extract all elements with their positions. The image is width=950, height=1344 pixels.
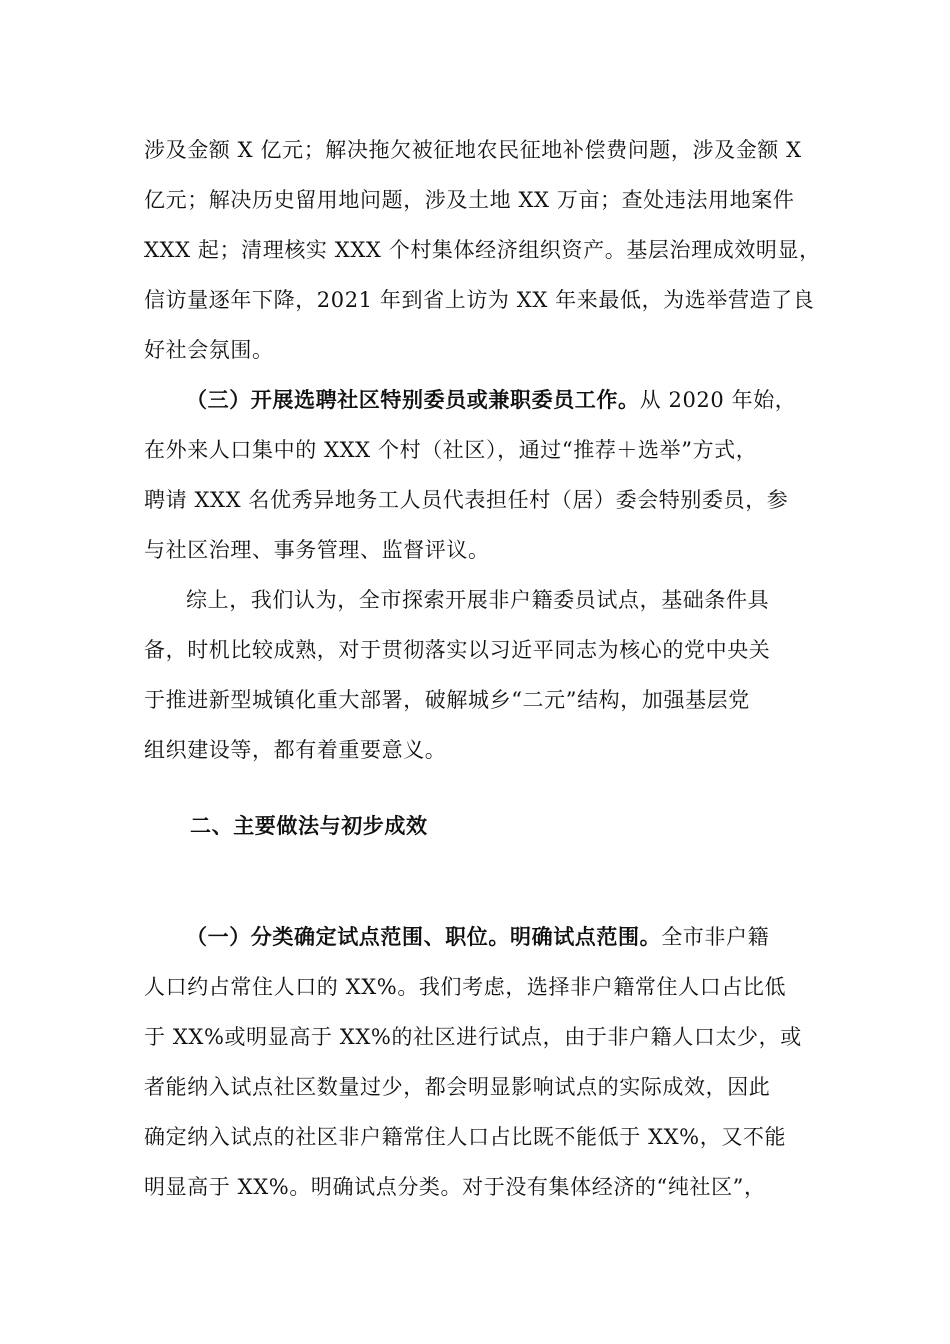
paragraph-3-line-4: 组织建设等，都有着重要意义。	[144, 738, 447, 762]
paragraph-3-line-1: 综上，我们认为，全市探索开展非户籍委员试点，基础条件具	[186, 588, 770, 612]
paragraph-2-line-1	[186, 388, 796, 412]
paragraph-2-line-4: 与社区治理、事务管理、监督评议。	[144, 538, 490, 562]
paragraph-4-line-6: 明显高于 XX%。明确试点分类。对于没有集体经济的“纯社区”，	[144, 1175, 766, 1199]
paragraph-1-line-5: 好社会氛围。	[144, 338, 274, 362]
paragraph-1-line-1: 涉及金额 X 亿元；解决拖欠被征地农民征地补偿费问题，涉及金额 X	[144, 138, 802, 162]
paragraph-4-line-5: 确定纳入试点的社区非户籍常住人口占比既不能低于 XX%，又不能	[144, 1125, 787, 1149]
paragraph-2-line-2: 在外来人口集中的 XXX 个村（社区），通过“推荐＋选举”方式，	[144, 438, 758, 462]
paragraph-4-line-1	[186, 925, 769, 949]
paragraph-4-line-1-rest: 全市非户籍	[661, 925, 770, 949]
paragraph-4-line-3: 于 XX%或明显高于 XX%的社区进行试点，由于非户籍人口太少，或	[144, 1025, 802, 1049]
paragraph-4-line-4: 者能纳入试点社区数量过少，都会明显影响试点的实际成效，因此	[144, 1075, 771, 1099]
paragraph-2-line-1-rest: 从 2020 年始，	[639, 388, 797, 412]
paragraph-4-bold-lead: （一）分类确定试点范围、职位。明确试点范围。	[186, 924, 662, 949]
paragraph-3-line-3: 于推进新型城镇化重大部署，破解城乡“二元”结构，加强基层党	[144, 688, 750, 712]
paragraph-1-line-2: 亿元；解决历史留用地问题，涉及土地 XX 万亩；查处违法用地案件	[144, 188, 795, 212]
paragraph-1-line-3: XXX 起；清理核实 XXX 个村集体经济组织资产。基层治理成效明显，	[144, 238, 821, 262]
paragraph-1-line-4: 信访量逐年下降，2021 年到省上访为 XX 年来最低，为选举营造了良	[144, 288, 815, 312]
paragraph-2-bold-lead: （三）开展选聘社区特别委员或兼职委员工作。	[186, 387, 640, 412]
paragraph-4-line-2: 人口约占常住人口的 XX%。我们考虑，选择非户籍常住人口占比低	[144, 975, 787, 999]
section-heading: 二、主要做法与初步成效	[190, 813, 428, 838]
paragraph-3-line-2: 备，时机比较成熟，对于贯彻落实以习近平同志为核心的党中央关	[144, 638, 771, 662]
paragraph-2-line-3: 聘请 XXX 名优秀异地务工人员代表担任村（居）委会特别委员，参	[144, 488, 789, 512]
